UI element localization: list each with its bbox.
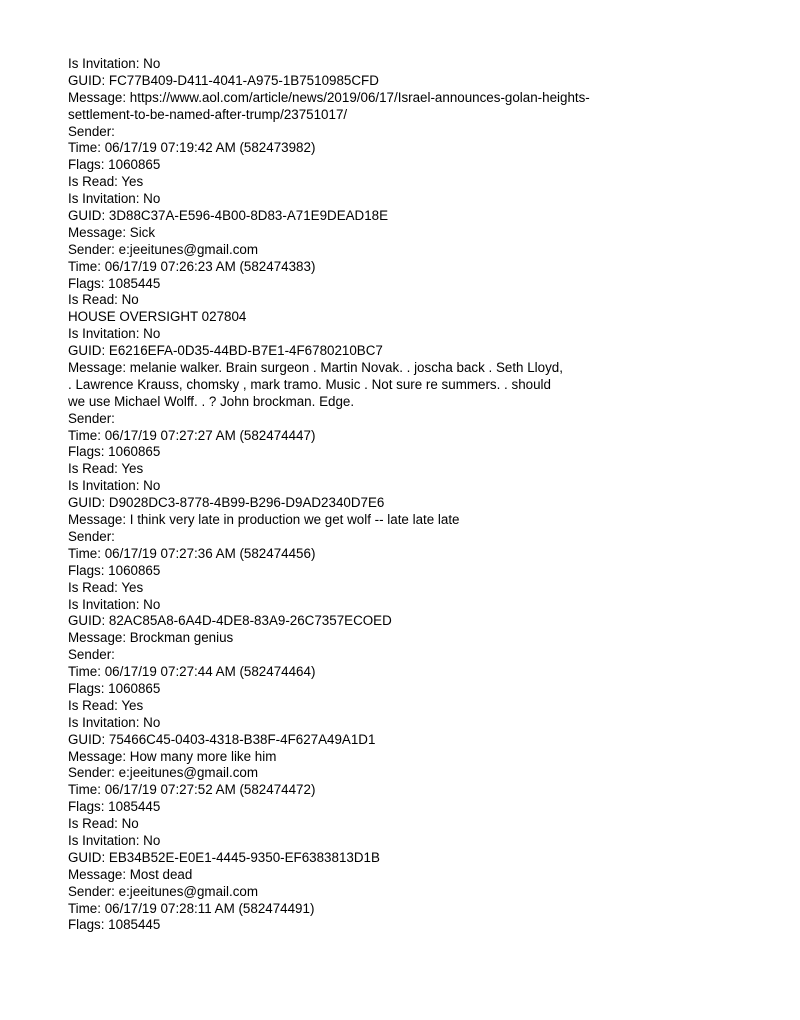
is-invitation-line: Is Invitation: No: [68, 191, 161, 207]
message-line: Message: Brockman genius: [68, 630, 234, 646]
flags-line: Flags: 1085445: [68, 799, 161, 815]
message-line: Message: Most dead: [68, 866, 193, 882]
message-line: Message: How many more like him: [68, 748, 277, 764]
guid-line: GUID: EB34B52E-E0E1-4445-9350-EF6383813D1B: [68, 849, 380, 865]
is-read-line: Is Read: Yes: [68, 174, 144, 190]
flags-line: Flags: 1085445: [68, 917, 161, 933]
message-line: Message: Sick: [68, 224, 156, 240]
guid-line: GUID: 82AC85A8-6A4D-4DE8-83A9-26C7357ECOED: [68, 613, 392, 629]
sender-line: Sender: e:jeeitunes@gmail.com: [68, 883, 258, 899]
sender-line: Sender: e:jeeitunes@gmail.com: [68, 241, 258, 257]
flags-line: Flags: 1060865: [68, 562, 161, 578]
time-line: Time: 06/17/19 07:26:23 AM (582474383): [68, 258, 316, 274]
time-line: Time: 06/17/19 07:28:11 AM (582474491): [68, 900, 315, 916]
sender-line: Sender:: [68, 647, 115, 663]
time-line: Time: 06/17/19 07:19:42 AM (582473982): [68, 140, 316, 156]
is-invitation-line: Is Invitation: No: [68, 56, 161, 71]
is-invitation-line: Is Invitation: No: [68, 832, 161, 848]
message-line: Message: I think very late in production we get wolf -- late late late: [68, 512, 460, 528]
is-invitation-line: Is Invitation: No: [68, 714, 161, 730]
is-invitation-line: Is Invitation: No: [68, 478, 161, 494]
guid-line: GUID: FC77B409-D411-4041-A975-1B7510985CFD: [68, 72, 379, 88]
log-line: we use Michael Wolff. . ? John brockman. Edge.: [68, 393, 355, 409]
time-line: Time: 06/17/19 07:27:44 AM (582474464): [68, 664, 316, 680]
sender-line: Sender:: [68, 528, 115, 544]
is-invitation-line: Is Invitation: No: [68, 326, 161, 342]
guid-line: GUID: 75466C45-0403-4318-B38F-4F627A49A1D1: [68, 731, 376, 747]
sender-line: Sender:: [68, 123, 115, 139]
is-read-line: Is Read: No: [68, 816, 139, 832]
log-line: . Lawrence Krauss, chomsky , mark tramo. Music . Not sure re summers. . should: [68, 376, 551, 392]
time-line: Time: 06/17/19 07:27:36 AM (582474456): [68, 545, 316, 561]
is-read-line: Is Read: Yes: [68, 579, 144, 595]
flags-line: Flags: 1085445: [68, 275, 161, 291]
is-read-line: Is Read: Yes: [68, 697, 144, 713]
sender-line: Sender: e:jeeitunes@gmail.com: [68, 765, 258, 781]
is-read-line: Is Read: Yes: [68, 461, 144, 477]
message-line: Message: melanie walker. Brain surgeon . Martin Novak. . joscha back . Seth Lloyd,: [68, 360, 563, 376]
time-line: Time: 06/17/19 07:27:27 AM (582474447): [68, 427, 316, 443]
is-read-line: Is Read: No: [68, 292, 139, 308]
bates-stamp: HOUSE OVERSIGHT 027804: [68, 309, 247, 325]
guid-line: GUID: 3D88C37A-E596-4B00-8D83-A71E9DEAD18E: [68, 208, 389, 224]
is-invitation-line: Is Invitation: No: [68, 596, 161, 612]
flags-line: Flags: 1060865: [68, 157, 161, 173]
flags-line: Flags: 1060865: [68, 680, 161, 696]
message-log-page: [68, 56, 768, 934]
sender-line: Sender:: [68, 410, 115, 426]
guid-line: GUID: E6216EFA-0D35-44BD-B7E1-4F6780210BC7: [68, 343, 383, 359]
message-log-lines: [68, 56, 768, 934]
guid-line: GUID: D9028DC3-8778-4B99-B296-D9AD2340D7E6: [68, 495, 385, 511]
log-line: settlement-to-be-named-after-trump/23751017/: [68, 106, 348, 122]
flags-line: Flags: 1060865: [68, 444, 161, 460]
time-line: Time: 06/17/19 07:27:52 AM (582474472): [68, 782, 316, 798]
message-line: Message: https://www.aol.com/article/news/2019/06/17/Israel-announces-golan-heights-: [68, 89, 590, 105]
